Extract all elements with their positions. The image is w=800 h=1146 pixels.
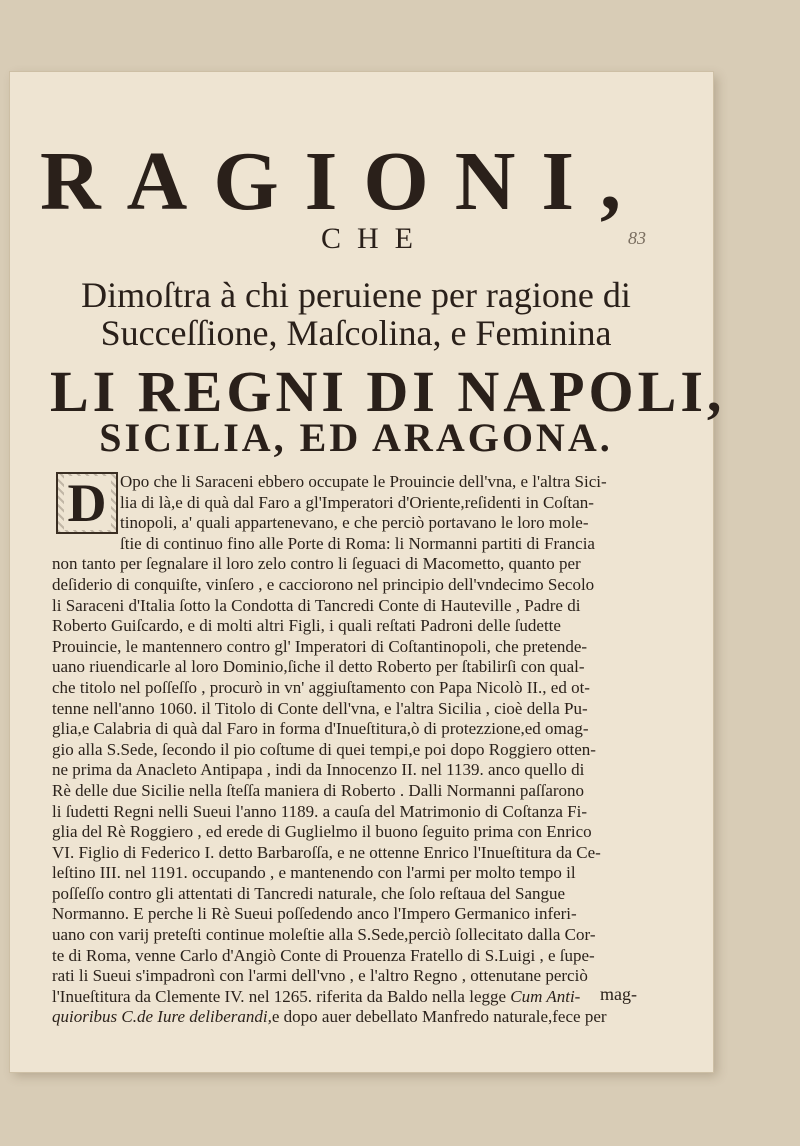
body-text — [52, 472, 670, 1028]
body-line: Roberto Guiſcardo, e di molti altri Figli, i quali reſtati Padroni delle ſudette — [52, 616, 561, 636]
body-line: glia del Rè Roggiero , ed erede di Guglielmo il buono ſeguito prima con Enrico — [52, 822, 592, 842]
body-line: VI. Figlio di Federico I. detto Barbaroſſa, e ne ottenne Enrico l'Inueſtitura da Ce- — [52, 842, 601, 862]
catchword: mag- — [600, 984, 637, 1004]
subtitle-line-1: Dimoſtra à chi peruiene per ragione di — [81, 275, 631, 315]
body-line-text: l'Inueſtitura da Clemente IV. nel 1265. riferita da Baldo nella legge — [52, 986, 507, 1006]
body-line: rati li Sueui s'impadronì con l'armi dell'vno , e l'altro Regno , ottenutane perciò — [52, 966, 588, 986]
body-line: Rè delle due Sicilie nella ſteſſa maniera di Roberto . Dalli Normanni paſſarono — [52, 780, 585, 800]
heading-sicilia: SICILIA, ED ARAGONA. — [99, 415, 613, 460]
citation-italic-1: Cum Anti- — [510, 986, 581, 1006]
body-line: glia,e Calabria di quà dal Faro in forma d'Inueſtitura,ò di protezzione,ed omag- — [52, 719, 589, 739]
body-line: lia di là,e di quà dal Faro a gl'Imperatori d'Oriente,reſidenti in Coſtan- — [120, 492, 594, 512]
drop-cap-letter: D — [64, 476, 111, 530]
body-line: tenne nell'anno 1060. il Titolo di Conte dell'vna, e l'altra Sicilia , cioè della Pu- — [52, 698, 588, 718]
body-line: li ſudetti Regni nelli Sueui l'anno 1189. a cauſa del Matrimonio di Coſtanza Fi- — [52, 801, 588, 821]
body-line: tinopoli, a' quali appartenevano, e che perciò portavano le loro mole- — [120, 513, 589, 533]
body-line: Opo che li Saraceni ebbero occupate le Prouincie dell'vna, e l'altra Sici- — [120, 472, 607, 491]
document-title: RAGIONI, — [40, 135, 648, 228]
body-line: te di Roma, venne Carlo d'Angiò Conte di Prouenza Fratello di S.Luigi , e ſupe- — [52, 945, 595, 965]
body-line: poſſeſſo contro gli attentati di Tancredi naturale, che ſolo reſtaua del Sangue — [52, 883, 566, 903]
body-line-with-citation — [52, 987, 670, 1008]
body-line: che titolo nel poſſeſſo , procurò in vn' aggiuſtamento con Papa Nicolò II., ed ot- — [52, 677, 590, 697]
body-line: li Saraceni d'Italia ſotto la Condotta di Tancredi Conte di Hauteville , Padre di — [52, 595, 581, 615]
body-line: uano con varij preteſti continue moleſtie alla S.Sede,perciò ſollecitato dalla Cor- — [52, 925, 596, 945]
body-line: non tanto per ſegnalare il loro zelo contro li ſeguaci di Macometto, quanto per — [52, 554, 581, 574]
citation-italic-2: quioribus C.de Iure deliberandi, — [52, 1007, 272, 1027]
body-line: Normanno. E perche li Rè Sueui poſſedendo anco l'Impero Germanico inferi- — [52, 904, 577, 924]
body-line: deſiderio di conquiſte, vinſero , e cacciorono nel principio dell'vndecimo Secolo — [52, 574, 595, 594]
subtitle-che: CHE — [321, 222, 429, 255]
body-line: gio alla S.Sede, ſecondo il pio coſtume di quei tempi,e poi dopo Roggiero otten- — [52, 739, 596, 759]
body-line: leſtino III. nel 1191. occupando , e mantenendo con l'armi per molto tempo il — [52, 863, 576, 883]
body-line: ſtie di continuo fino alle Porte di Roma: li Normanni partiti di Francia — [120, 533, 595, 553]
subtitle-line-2: Succeſſione, Maſcolina, e Feminina — [100, 313, 612, 353]
body-line-text: e dopo auer debellato Manfredo naturale,fece per — [271, 1007, 607, 1027]
body-line: Prouincie, le mantennero contro gl' Imperatori di Coſtantinopoli, che pretende- — [52, 636, 588, 656]
page-number: 83 — [628, 228, 646, 248]
heading-regni: LI REGNI DI NAPOLI, — [50, 359, 726, 424]
body-line: ne prima da Anacleto Antipapa , indi da Innocenzo II. nel 1139. anco quello di — [52, 760, 585, 780]
body-line-with-citation — [52, 1007, 670, 1028]
body-line: uano riuendicarle al loro Dominio,ſiche il detto Roberto per ſtabilirſi con qual- — [52, 657, 585, 677]
